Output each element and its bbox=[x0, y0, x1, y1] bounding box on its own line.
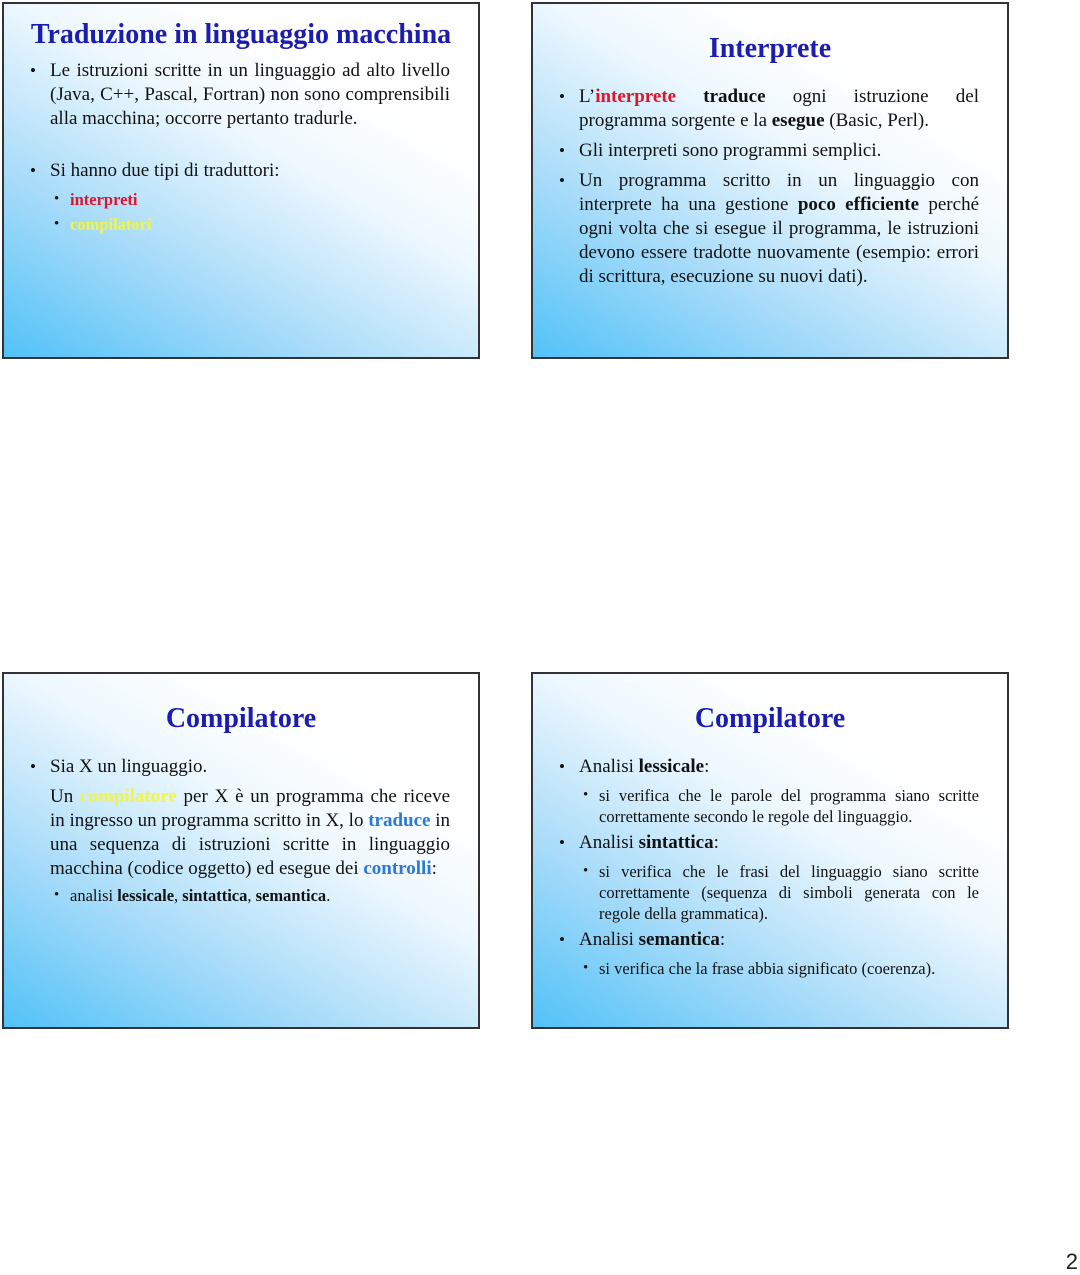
text-segment: Si hanno due tipi di traduttori: bbox=[50, 160, 280, 181]
text-segment: : bbox=[719, 929, 726, 950]
highlighted-text: lessicale bbox=[638, 756, 705, 777]
text-segment: ogni istruzione del programma sorgente e la bbox=[579, 86, 980, 131]
highlighted-text: compilatore bbox=[80, 786, 177, 807]
highlighted-text: semantica bbox=[638, 929, 720, 950]
text-segment: Le istruzioni scritte in un linguaggio ad alto livello (Java, C++, Pascal, Fortran) non sono comprensibili alla macchina; occorre pertanto tradurle. bbox=[50, 60, 450, 129]
text-segment: : bbox=[704, 756, 710, 777]
bullet-item bbox=[557, 831, 979, 855]
bullet-item bbox=[28, 159, 450, 183]
text-segment: Gli interpreti sono programmi semplici. bbox=[579, 140, 882, 161]
bullet-item bbox=[557, 169, 979, 289]
text-segment: Un programma scritto in un linguaggio con interprete ha una gestione bbox=[579, 170, 979, 215]
paragraph bbox=[28, 785, 450, 881]
bullet-item bbox=[28, 59, 450, 131]
text-segment: . bbox=[326, 886, 331, 905]
spacer bbox=[28, 137, 450, 159]
highlighted-text: esegue bbox=[771, 110, 825, 131]
text-segment: Sia X un linguaggio. bbox=[50, 756, 208, 777]
slide-title: Compilatore bbox=[694, 703, 846, 734]
slide-title: Traduzione in linguaggio macchina bbox=[30, 19, 452, 50]
text-segment: Analisi bbox=[579, 756, 639, 777]
text-segment: si verifica che le frasi del linguaggio siano scritte correttamente (sequenza di simboli generata con le regole della grammatica). bbox=[599, 862, 979, 923]
text-segment: (Basic, Perl). bbox=[824, 110, 929, 131]
text-segment: , bbox=[174, 886, 183, 905]
slide-body bbox=[533, 755, 1007, 979]
highlighted-text: interprete bbox=[595, 86, 677, 107]
slide-2 bbox=[531, 2, 1009, 359]
text-segment: : bbox=[713, 832, 719, 853]
highlighted-text: compilatori bbox=[70, 215, 152, 234]
sub-bullet-item bbox=[557, 958, 979, 979]
slide-1 bbox=[2, 2, 480, 359]
sub-bullet-item bbox=[28, 189, 450, 210]
text-segment: , bbox=[247, 886, 256, 905]
text-segment: L’ bbox=[579, 86, 596, 107]
highlighted-text: sintattica bbox=[182, 886, 248, 905]
sub-bullet-item bbox=[557, 785, 979, 827]
text-segment: in una sequenza di istruzioni scritte in linguaggio macchina (codice oggetto) ed esegue dei bbox=[50, 810, 451, 879]
highlighted-text: controlli bbox=[363, 858, 432, 879]
sub-bullet-item bbox=[28, 214, 450, 235]
text-segment: : bbox=[431, 858, 437, 879]
slide-body bbox=[4, 755, 478, 906]
text-segment: analisi bbox=[70, 886, 118, 905]
bullet-item bbox=[557, 139, 979, 163]
text-segment bbox=[676, 86, 703, 107]
bullet-item bbox=[28, 755, 450, 779]
text-segment: Analisi bbox=[579, 832, 639, 853]
sub-bullet-item bbox=[28, 885, 450, 906]
text-segment: si verifica che le parole del programma siano scritte correttamente secondo le regole del linguaggio. bbox=[599, 786, 979, 826]
highlighted-text: interpreti bbox=[70, 190, 138, 209]
page-number: 2 bbox=[1065, 1249, 1078, 1274]
highlighted-text: traduce bbox=[703, 86, 766, 107]
highlighted-text: traduce bbox=[368, 810, 431, 831]
text-segment: per X è un programma che riceve in ingresso un programma scritto in X, lo bbox=[50, 786, 450, 831]
bullet-item bbox=[557, 755, 979, 779]
text-segment: Un bbox=[50, 786, 81, 807]
text-segment: perché ogni volta che si esegue il programma, le istruzioni devono essere tradotte nuovamente (esempio: errori di scrittura, esecuzione su nuovi dati). bbox=[579, 194, 979, 287]
bullet-item bbox=[557, 928, 979, 952]
slide-3 bbox=[2, 672, 480, 1029]
slide-body bbox=[533, 85, 1007, 289]
highlighted-text: sintattica bbox=[638, 832, 714, 853]
slide-4 bbox=[531, 672, 1009, 1029]
highlighted-text: poco efficiente bbox=[797, 194, 920, 215]
slide-title: Interprete bbox=[708, 33, 832, 64]
highlighted-text: semantica bbox=[255, 886, 327, 905]
slide-body bbox=[4, 59, 478, 235]
sub-bullet-item bbox=[557, 861, 979, 924]
slide-title: Compilatore bbox=[165, 703, 317, 734]
highlighted-text: lessicale bbox=[117, 886, 175, 905]
bullet-item bbox=[557, 85, 979, 133]
text-segment: si verifica che la frase abbia significato (coerenza). bbox=[599, 959, 936, 978]
text-segment: Analisi bbox=[579, 929, 639, 950]
